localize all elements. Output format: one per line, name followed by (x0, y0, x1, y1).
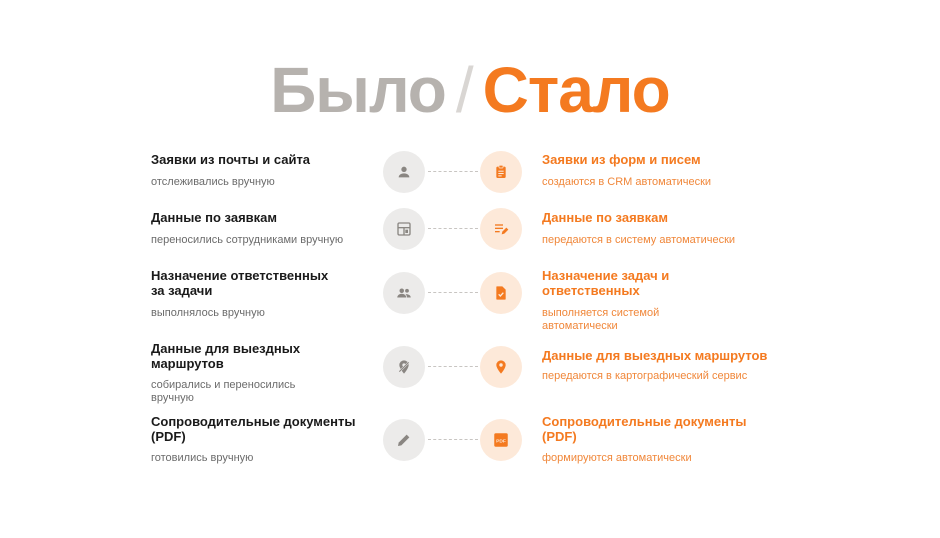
before-block (151, 268, 336, 320)
after-title: Заявки из форм и писем (542, 152, 701, 167)
pencil-icon (383, 419, 425, 461)
location-pin-icon (480, 346, 522, 388)
after-block (542, 414, 752, 465)
title-after: Стало (482, 54, 670, 126)
after-block (542, 210, 802, 247)
after-block (542, 152, 802, 189)
edit-list-icon (480, 208, 522, 250)
layout-icon (383, 208, 425, 250)
page-title (0, 52, 940, 128)
pdf-icon (480, 419, 522, 461)
after-subtitle: передаются в систему автоматически (542, 234, 736, 246)
before-subtitle: собирались и переносились вручную (151, 379, 296, 404)
after-title: Данные по заявкам (542, 210, 668, 225)
connector-line (428, 292, 478, 293)
after-title: Сопроводительные документы (PDF) (542, 414, 747, 444)
people-icon (383, 272, 425, 314)
connector-line (428, 228, 478, 229)
before-subtitle: переносились сотрудниками вручную (151, 234, 344, 246)
location-off-icon (383, 346, 425, 388)
task-check-icon (480, 272, 522, 314)
after-subtitle: формируются автоматически (542, 452, 692, 464)
after-subtitle: создаются в CRM автоматически (542, 176, 712, 188)
before-block (151, 341, 321, 405)
before-block (151, 210, 371, 247)
before-title: Назначение ответственных за задачи (151, 268, 329, 298)
connector-line (428, 439, 478, 440)
before-title: Данные по заявкам (151, 210, 277, 225)
pdf-icon-label: PDF (496, 439, 506, 445)
clipboard-icon (480, 151, 522, 193)
after-title: Назначение задач и ответственных (542, 268, 670, 298)
person-icon (383, 151, 425, 193)
before-subtitle: отслеживались вручную (151, 176, 275, 188)
connector-line (428, 171, 478, 172)
after-subtitle: выполняется системой автоматически (542, 307, 660, 332)
before-block (151, 152, 371, 189)
after-block (542, 268, 712, 333)
before-title: Данные для выездных маршрутов (151, 341, 301, 371)
before-subtitle: готовились вручную (151, 452, 254, 464)
after-block (542, 348, 802, 383)
before-title: Заявки из почты и сайта (151, 152, 311, 167)
title-before: Было (270, 54, 446, 126)
before-title: Сопроводительные документы (PDF) (151, 414, 356, 444)
title-separator: / (455, 54, 473, 126)
connector-line (428, 366, 478, 367)
before-subtitle: выполнялось вручную (151, 307, 265, 319)
before-block (151, 414, 361, 465)
after-title: Данные для выездных маршрутов (542, 348, 768, 363)
after-subtitle: передаются в картографический сервис (542, 370, 748, 382)
